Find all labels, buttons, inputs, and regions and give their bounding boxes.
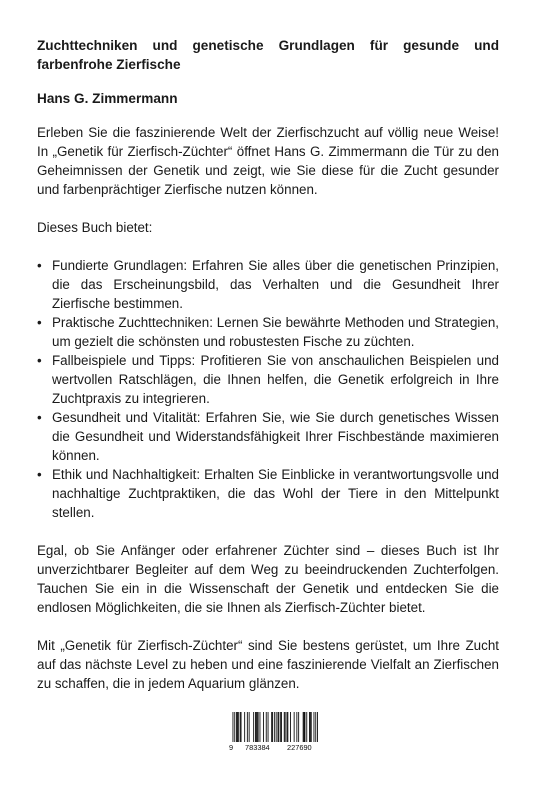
outro-paragraph: Egal, ob Sie Anfänger oder erfahrener Züchter sind – dieses Buch ist Ihr unverzichtbarer Begleiter auf dem Weg zu beeindruckenden Zuchterfolgen. Tauchen Sie ein in die Wissenschaft der Genetik und entdecken Sie die endlosen Möglichkeiten, die sie Ihnen als Zierfisch-Züchter bietet. — [37, 543, 499, 615]
feature-text: Praktische Zuchttechniken: Lernen Sie bewährte Methoden und Strategien, um gezielt die schönsten und robustesten Fische zu züchten. — [52, 315, 499, 349]
barcode-bar — [285, 712, 286, 742]
barcode-bar — [272, 712, 273, 742]
barcode-bar — [309, 712, 310, 742]
features-lead: Dieses Buch bietet: — [37, 220, 153, 235]
barcode-bar — [315, 712, 316, 746]
bullet-icon: • — [37, 258, 42, 273]
closing-paragraph: Mit „Genetik für Zierfisch-Züchter“ sind Sie bestens gerüstet, um Ihre Zucht auf das nächste Level zu heben und eine faszinierende Vielfalt an Zierfischen zu schaffen, die in jedem Aquarium glänzen. — [37, 638, 499, 691]
feature-text: Fundierte Grundlagen: Erfahren Sie alles über die genetischen Prinzipien, die das Erscheinungsbild, das Verhalten und die Gesundheit Ihrer Zierfische bestimmen. — [52, 258, 499, 311]
feature-item — [37, 351, 499, 408]
barcode-digits — [228, 742, 322, 753]
barcode-bar — [233, 712, 234, 746]
barcode-bar — [317, 712, 318, 746]
barcode-bar — [304, 712, 305, 742]
barcode-bar — [278, 712, 279, 742]
barcode-bar — [238, 712, 239, 742]
barcode-bar — [236, 712, 237, 742]
barcode-bar — [268, 712, 269, 742]
bullet-icon: • — [37, 353, 42, 368]
feature-item — [37, 313, 499, 351]
barcode-bar — [258, 712, 259, 742]
isbn-barcode — [228, 712, 322, 754]
bullet-icon: • — [37, 410, 42, 425]
book-title: Zuchttechniken und genetische Grundlagen für gesunde und farbenfrohe Zierfische — [37, 38, 499, 72]
feature-item — [37, 408, 499, 465]
barcode-left-group: 783384 — [245, 743, 270, 752]
barcode-bar — [274, 712, 275, 746]
feature-text: Fallbeispiele und Tipps: Profitieren Sie von anschaulichen Beispielen und wertvollen Ratschlägen, die Ihnen helfen, die Genetik erfolgreich in Ihre Zuchtpraxis zu integrieren. — [52, 353, 499, 406]
feature-item — [37, 465, 499, 522]
barcode-bar — [234, 712, 235, 746]
barcode-bar — [266, 712, 267, 742]
barcode-bar — [281, 712, 282, 742]
feature-text: Ethik und Nachhaltigkeit: Erhalten Sie Einblicke in verantwortungsvolle und nachhaltige Zuchtpraktiken, die das Wohl der Tiere in den Mittelpunkt stellen. — [52, 467, 499, 520]
back-cover-text — [37, 36, 499, 693]
barcode-bar — [260, 712, 261, 742]
barcode-bar — [311, 712, 312, 742]
barcode-bar — [244, 712, 245, 742]
feature-item — [37, 256, 499, 313]
barcode-bar — [280, 712, 281, 742]
barcode-bar — [247, 712, 248, 742]
barcode-bar — [296, 712, 297, 742]
barcode-bar — [253, 712, 254, 742]
barcode-bar — [256, 712, 257, 742]
barcode-bar — [305, 712, 306, 742]
barcode-bar — [303, 712, 304, 742]
barcode-bar — [257, 712, 258, 742]
book-author: Hans G. Zimmermann — [37, 91, 178, 106]
barcode-bar — [287, 712, 288, 742]
bullet-icon: • — [37, 467, 42, 482]
barcode-bar — [284, 712, 285, 742]
barcode-bar — [241, 712, 242, 742]
intro-paragraph: Erleben Sie die faszinierende Welt der Zierfischzucht auf völlig neue Weise! In „Genetik für Zierfisch-Züchter“ öffnet Hans G. Zimmermann die Tür zu den Geheimnissen der Genetik und zeigt, wie Sie diese für die Zucht gesunder und farbenprächtiger Zierfische nutzen können. — [37, 125, 499, 197]
barcode-bar — [310, 712, 311, 742]
barcode-bar — [287, 712, 288, 742]
barcode-bar — [271, 712, 272, 742]
barcode-bar — [255, 712, 256, 742]
barcode-bar — [263, 712, 264, 742]
barcode-first-digit: 9 — [229, 743, 234, 752]
feature-list — [37, 256, 499, 522]
barcode-bar — [314, 712, 315, 742]
barcode-bar — [298, 712, 299, 742]
barcode-bar — [276, 712, 277, 746]
barcode-bar — [237, 712, 238, 742]
bullet-icon: • — [37, 315, 42, 330]
barcode-right-group: 227690 — [287, 743, 312, 752]
feature-text: Gesundheit und Vitalität: Erfahren Sie, wie Sie durch genetisches Wissen die Gesundheit und Widerstandsfähigkeit Ihrer Fischbestände maximieren können. — [52, 410, 499, 463]
barcode-bar — [240, 712, 241, 742]
barcode-bar — [249, 712, 250, 742]
barcode-bar — [278, 712, 279, 742]
barcode-bar — [294, 712, 295, 742]
barcode-bar — [306, 712, 307, 742]
barcode-bar — [290, 712, 291, 742]
